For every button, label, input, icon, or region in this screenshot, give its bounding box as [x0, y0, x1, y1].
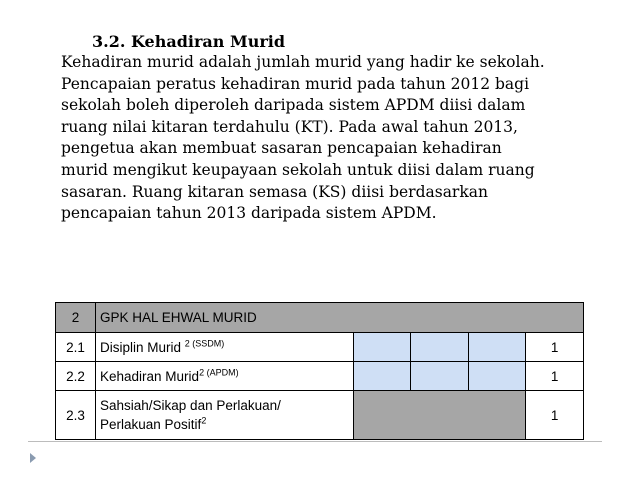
table-row: [56, 333, 584, 362]
footer-divider: [28, 441, 602, 442]
input-cell[interactable]: [353, 333, 411, 362]
row-label: [96, 362, 354, 391]
row-value: 1: [526, 362, 584, 391]
paragraph-line: ruang nilai kitaran terdahulu (KT). Pada awal tahun 2013,: [61, 117, 518, 136]
paragraph-line: Pencapaian peratus kehadiran murid pada tahun 2012 bagi: [61, 74, 530, 93]
row-label-superscript: 2: [201, 415, 207, 426]
row-value: 1: [526, 333, 584, 362]
triangle-right-icon: [30, 453, 36, 463]
row-label: [96, 391, 354, 440]
paragraph-line: pencapaian tahun 2013 daripada sistem APDM.: [61, 204, 437, 223]
row-value: 1: [526, 391, 584, 440]
disabled-cell: [353, 391, 526, 440]
input-cell[interactable]: [353, 362, 411, 391]
row-label: [96, 333, 354, 362]
gpk-table: [55, 302, 584, 440]
input-cell[interactable]: [468, 362, 526, 391]
paragraph-line: sasaran. Ruang kitaran semasa (KS) diisi berdasarkan: [61, 182, 488, 201]
row-label-superscript: 2 (SSDM): [184, 338, 225, 348]
paragraph-line: pengetua akan membuat sasaran pencapaian kehadiran: [61, 139, 502, 158]
section-heading: 3.2. Kehadiran Murid: [92, 32, 286, 51]
table-header-row: [56, 303, 584, 333]
input-cell[interactable]: [411, 333, 469, 362]
row-number: 2.2: [56, 362, 96, 391]
row-label-text: Kehadiran Murid: [100, 368, 200, 384]
row-number: 2.3: [56, 391, 96, 440]
row-label-superscript: 2 (APDM): [199, 367, 239, 377]
section-paragraph: [61, 52, 545, 225]
table-row: [56, 362, 584, 391]
table-row: [56, 391, 584, 440]
input-cell[interactable]: [411, 362, 469, 391]
input-cell[interactable]: [468, 333, 526, 362]
header-label: GPK HAL EHWAL MURID: [96, 303, 584, 333]
row-number: 2.1: [56, 333, 96, 362]
paragraph-line: sekolah boleh diperoleh daripada sistem APDM diisi dalam: [61, 96, 526, 115]
header-number: 2: [56, 303, 96, 333]
paragraph-line: murid mengikut keupayaan sekolah untuk diisi dalam ruang: [61, 160, 535, 179]
row-label-text: Disiplin Murid: [100, 339, 185, 355]
row-label-text: Perlakuan Positif: [100, 417, 202, 432]
row-label-text: Sahsiah/Sikap dan Perlakuan/: [100, 398, 281, 413]
paragraph-line: Kehadiran murid adalah jumlah murid yang hadir ke sekolah.: [61, 53, 545, 71]
